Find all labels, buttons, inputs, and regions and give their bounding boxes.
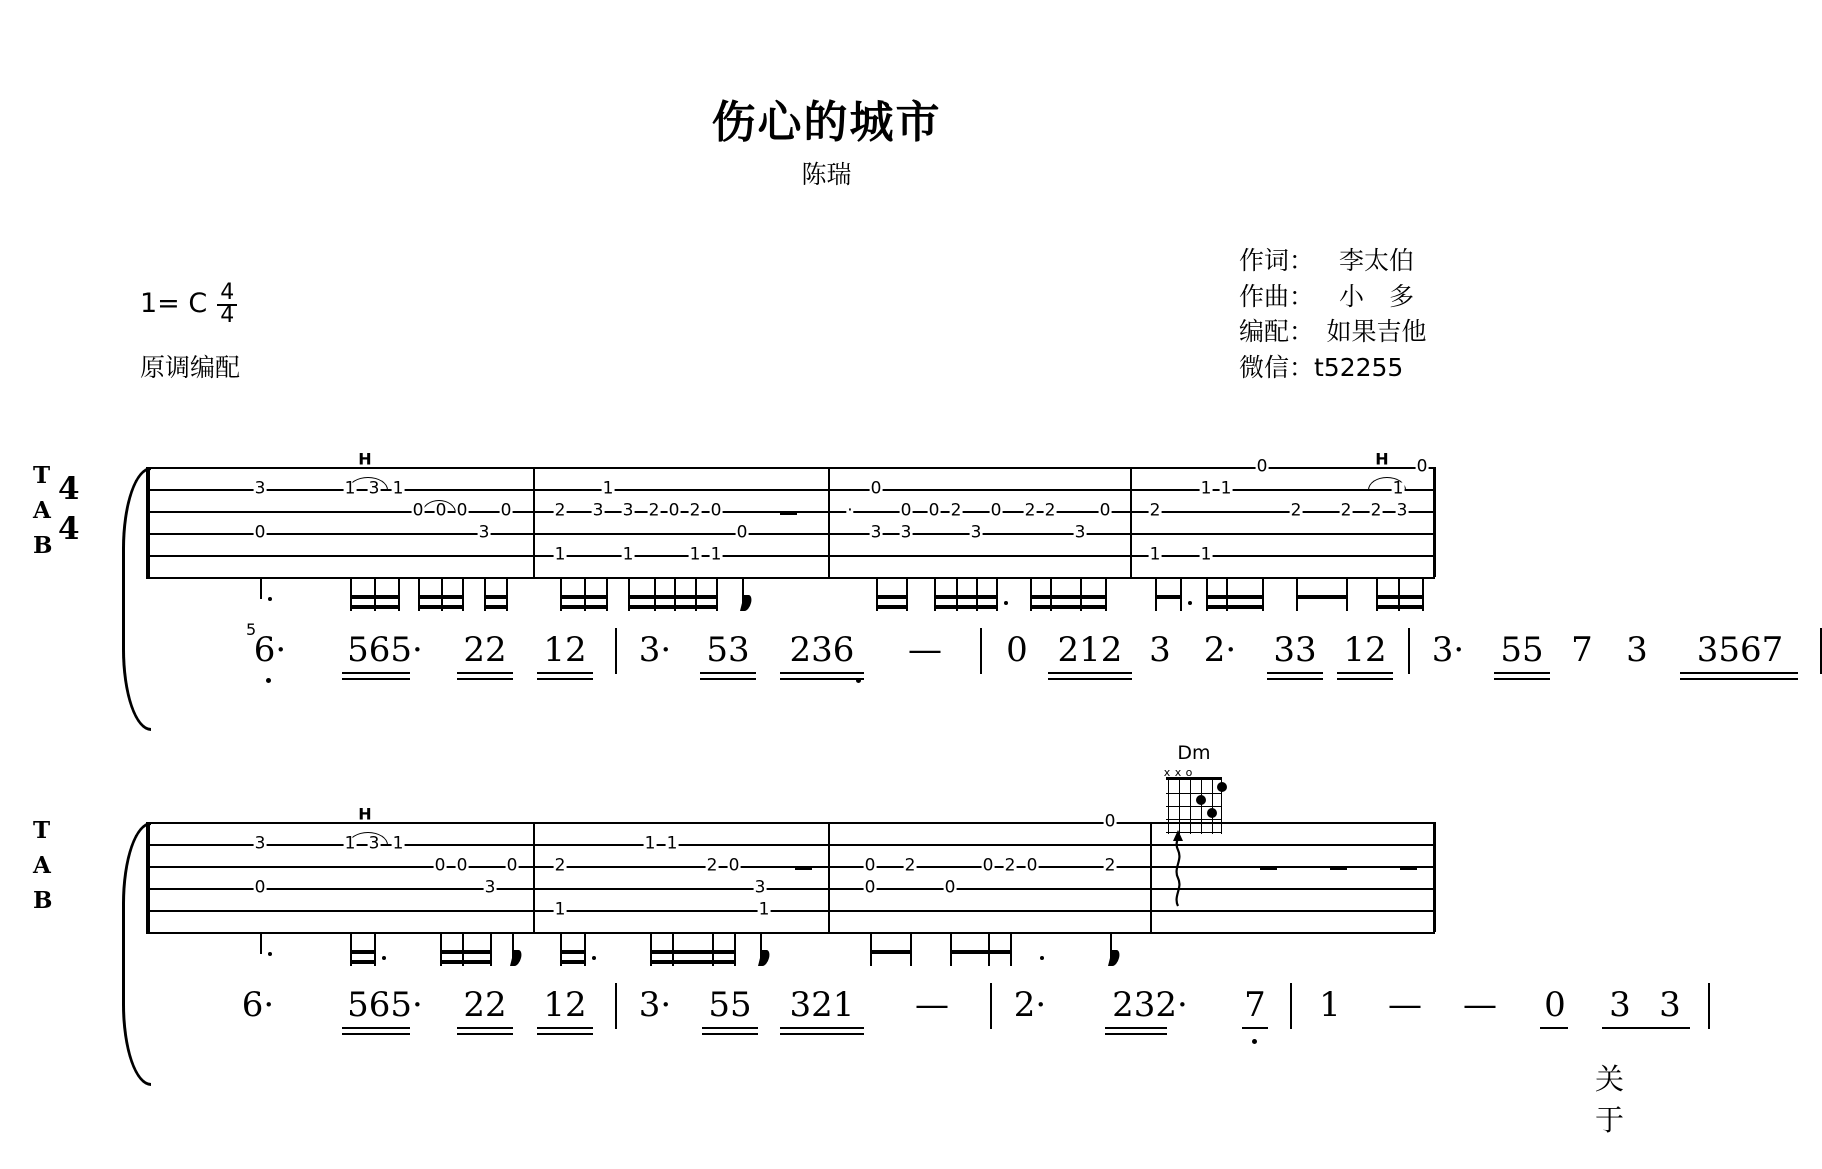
credit-row [1239, 279, 1439, 315]
note-number: 3· [1431, 630, 1465, 670]
tab-fret: 2 [554, 500, 566, 521]
tab-fret: 1 [344, 833, 356, 854]
half-rest [780, 511, 797, 515]
chord-finger-dot [1217, 782, 1227, 792]
tab-fret: 0 [434, 855, 446, 876]
note-dash: — [1463, 985, 1497, 1025]
note-number: 212 [1057, 630, 1123, 670]
tab-fret: 3 [368, 478, 380, 499]
tab-fret: 0 [870, 478, 882, 499]
tab-fret: 2 [1290, 500, 1302, 521]
hammer-on-mark: H [358, 449, 372, 469]
tab-fret: 0 [1104, 811, 1116, 832]
chord-name: Dm [1177, 742, 1211, 764]
tab-fret: 3 [754, 877, 766, 898]
tab-fret: 3 [970, 522, 982, 543]
chord-mute-marker: x [1174, 766, 1182, 779]
tab-fret: 1 [644, 833, 656, 854]
credit-value: t52255 [1314, 352, 1404, 382]
note-number: 12 [1343, 630, 1387, 670]
tab-fret: 2 [648, 500, 660, 521]
tab-fret: 0 [456, 500, 468, 521]
tab-fret: 2 [1340, 500, 1352, 521]
tab-letter-b: B [33, 532, 53, 559]
numbered-notation-line-1 [150, 620, 1784, 710]
tab-fret: 2 [1024, 500, 1036, 521]
staff-time-denominator: 4 [58, 511, 80, 547]
tab-fret: 2 [904, 855, 916, 876]
tab-fret: 3 [1396, 500, 1408, 521]
chord-open-marker: o [1185, 766, 1193, 779]
tab-clef [33, 458, 52, 563]
hammer-on-mark: H [358, 804, 372, 824]
half-rest [795, 866, 812, 870]
tab-fret: 0 [456, 855, 468, 876]
lyric-text: 关于 [1595, 1062, 1625, 1137]
tab-fret: 1 [344, 478, 356, 499]
half-rest [1260, 866, 1277, 870]
tab-fret: 2 [1044, 500, 1056, 521]
time-signature-denominator: 4 [220, 302, 235, 328]
tab-fret: 2 [689, 500, 701, 521]
tab-letter-t: T [33, 462, 51, 489]
tab-clef [33, 813, 52, 918]
note-number: 3· [638, 630, 672, 670]
tab-fret: · [847, 500, 853, 521]
tab-fret: 3 [1074, 522, 1086, 543]
tab-fret: 2 [1149, 500, 1161, 521]
note-dash: — [915, 985, 949, 1025]
tab-fret: 1 [758, 899, 770, 920]
note-number: 0 [1006, 630, 1028, 670]
tab-fret: 2 [1104, 855, 1116, 876]
tab-fret: 3 [622, 500, 634, 521]
note-number: 6· [253, 630, 287, 670]
tab-fret: 0 [1026, 855, 1038, 876]
note-number: 33 [1273, 630, 1317, 670]
tab-fret: 1 [1200, 478, 1212, 499]
tab-fret: 0 [254, 877, 266, 898]
staff-time-numerator: 4 [58, 471, 80, 507]
tab-fret: 1 [392, 833, 404, 854]
key-block [140, 282, 240, 384]
note-number: 565· [347, 985, 423, 1025]
tab-fret: 1 [1200, 544, 1212, 565]
tab-fret: 0 [710, 500, 722, 521]
tab-letter-a: A [33, 852, 51, 879]
chord-finger-dot [1196, 795, 1206, 805]
chord-finger-dot [1207, 808, 1217, 818]
credit-value: 李太伯 [1338, 246, 1414, 275]
tab-letter-t: T [33, 817, 51, 844]
note-number: 7 [1571, 630, 1593, 670]
credit-row [1239, 350, 1439, 386]
note-number: 321 [789, 985, 855, 1025]
measure-number: 5 [246, 620, 257, 639]
tab-fret: 1 [554, 544, 566, 565]
tab-fret: 1 [1220, 478, 1232, 499]
tab-letter-a: A [33, 497, 51, 524]
tab-fret: 0 [864, 877, 876, 898]
tab-fret: 3 [254, 478, 266, 499]
tab-fret: 0 [668, 500, 680, 521]
note-number: 3· [638, 985, 672, 1025]
credit-row [1239, 314, 1439, 350]
tab-fret: 1 [622, 544, 634, 565]
note-number: 1 [1319, 985, 1341, 1025]
credit-label: 作曲： [1238, 281, 1314, 311]
tab-fret: 2 [1004, 855, 1016, 876]
note-number: 0 [1544, 985, 1566, 1025]
note-number: 22 [463, 630, 507, 670]
tab-staff [150, 449, 1435, 577]
tab-staff [150, 804, 1435, 932]
hammer-on-mark: H [1375, 449, 1389, 469]
credits-block [1239, 243, 1439, 385]
tab-fret: 3 [900, 522, 912, 543]
note-number: 55 [708, 985, 752, 1025]
half-rest [1400, 866, 1417, 870]
key-signature: 1= C [140, 288, 208, 320]
tab-fret: 0 [928, 500, 940, 521]
tab-fret: 2 [554, 855, 566, 876]
tab-fret: 2 [1370, 500, 1382, 521]
tab-fret: 1 [1392, 478, 1404, 499]
page-title: 伤心的城市 [711, 97, 942, 148]
note-number: 3 [1626, 630, 1648, 670]
note-number: 3 [1609, 985, 1631, 1025]
note-number: 2· [1203, 630, 1237, 670]
note-number: 55 [1500, 630, 1544, 670]
tab-fret: 1 [666, 833, 678, 854]
tab-fret: 3 [484, 877, 496, 898]
time-signature-numerator: 4 [217, 283, 237, 306]
tab-fret: 0 [435, 500, 447, 521]
note-number: 3 [1659, 985, 1681, 1025]
tab-fret: 1 [1149, 544, 1161, 565]
key-line [140, 282, 240, 326]
note-number: 3 [1149, 630, 1171, 670]
credit-value: 小 多 [1338, 281, 1414, 311]
tab-fret: 3 [478, 522, 490, 543]
tab-fret: 0 [736, 522, 748, 543]
tab-fret: 0 [254, 522, 266, 543]
credit-label: 作词： [1238, 246, 1314, 275]
note-number: 565· [347, 630, 423, 670]
tab-fret: 0 [1099, 500, 1111, 521]
note-number: 2· [1013, 985, 1047, 1025]
credit-label: 微信： [1238, 352, 1314, 382]
credit-value: 如果吉他 [1326, 317, 1427, 346]
tab-fret: 2 [950, 500, 962, 521]
tab-fret: 0 [990, 500, 1002, 521]
tab-fret: 1 [554, 899, 566, 920]
note-dash: — [908, 630, 942, 670]
note-number: 236 [789, 630, 855, 670]
note-number: 12 [543, 630, 587, 670]
note-number: 53 [706, 630, 750, 670]
note-number: 3567 [1696, 630, 1784, 670]
chord-diagram-dm [1163, 742, 1225, 834]
tab-fret: 3 [870, 522, 882, 543]
time-signature [217, 280, 237, 328]
note-number: 7 [1244, 985, 1266, 1025]
strum-arrow-icon [1170, 828, 1186, 908]
tab-fret: 0 [728, 855, 740, 876]
note-number: 6· [241, 985, 275, 1025]
tab-letter-b: B [33, 887, 53, 914]
note-number: 22 [463, 985, 507, 1025]
tab-fret: 2 [706, 855, 718, 876]
tab-fret: 1 [602, 478, 614, 499]
tab-fret: 3 [592, 500, 604, 521]
artist-name: 陈瑞 [801, 160, 852, 189]
tab-fret: 1 [689, 544, 701, 565]
tab-fret: 0 [864, 855, 876, 876]
tab-fret: 3 [254, 833, 266, 854]
tab-fret: 0 [412, 500, 424, 521]
credit-row [1239, 243, 1439, 279]
tab-fret: 3 [368, 833, 380, 854]
tab-fret: 0 [900, 500, 912, 521]
tab-fret: 0 [982, 855, 994, 876]
tab-fret: 0 [1416, 456, 1428, 477]
note-number: 12 [543, 985, 587, 1025]
note-number: 232· [1112, 985, 1188, 1025]
tab-fret: 0 [944, 877, 956, 898]
chord-mutes [1163, 766, 1225, 777]
credit-label: 编配： [1238, 317, 1314, 346]
note-dash: — [1388, 985, 1422, 1025]
tab-fret: 0 [500, 500, 512, 521]
arrangement-note: 原调编配 [140, 352, 241, 382]
tab-fret: 0 [1256, 456, 1268, 477]
numbered-notation-line-2 [150, 985, 1681, 1137]
chord-mute-marker: x [1163, 766, 1171, 779]
half-rest [1330, 866, 1347, 870]
tab-fret: 1 [392, 478, 404, 499]
tab-fret: 1 [710, 544, 722, 565]
tab-fret: 0 [506, 855, 518, 876]
